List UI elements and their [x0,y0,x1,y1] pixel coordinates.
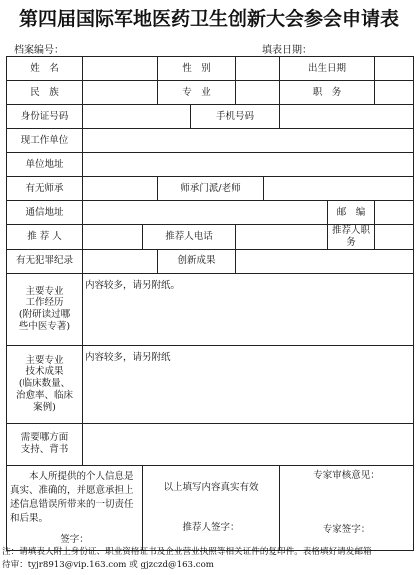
recommender-title-label: 推荐人职务 [328,225,375,250]
tech-results-label [7,345,83,423]
expert-review-label: 专家审核意见： [313,469,380,481]
row-support-needed [7,423,414,465]
current-unit-label: 现工作单位 [7,129,83,153]
footnote-line-1: 注：请填表人附上身份证、职业资格证书及企业营业执照等相关证件的复印件。表格填好请发邮箱 [2,547,372,557]
row-tech-results [7,345,414,423]
expert-review-cell [280,465,414,550]
recommender-sign-label: 推荐人签字： [182,521,240,533]
tech-results-label-line: 治愈率、临床 [15,390,73,402]
id-number-label: 身份证号码 [7,105,83,129]
row-declaration [7,465,414,550]
recommender-title-field[interactable] [375,225,414,250]
name-field[interactable] [83,57,158,81]
recommender-phone-field[interactable] [236,225,328,250]
work-history-label-line: 主要专业 [25,285,64,297]
mailing-address-field[interactable] [83,201,328,225]
inheritance-label: 有无师承 [7,177,83,201]
archive-number-label: 档案编号： [14,45,64,56]
inheritance-field[interactable] [83,177,158,201]
support-needed-label-line: 支持、背书 [20,444,69,456]
ethnicity-label: 民 族 [7,81,83,105]
specialty-label: 专 业 [158,81,236,105]
school-teacher-label: 师承门派/老师 [158,177,264,201]
row-id [7,105,414,129]
gender-field[interactable] [236,57,280,81]
phone-label: 手机号码 [191,105,280,129]
row-work-history [7,273,414,345]
tech-results-field[interactable] [83,345,414,423]
support-needed-label-line: 需要哪方面 [20,432,69,444]
ethnicity-field[interactable] [83,81,158,105]
expert-sign-label: 专家签字： [322,523,371,535]
school-teacher-field[interactable] [264,177,414,201]
work-history-label [7,273,83,345]
row-mailing-address [7,201,414,225]
row-recommender [7,225,414,250]
row-current-unit [7,129,414,153]
birth-date-field[interactable] [375,57,414,81]
criminal-record-field[interactable] [83,249,158,273]
tech-results-note: 内容较多，请另附纸 [85,351,171,363]
footnote [2,546,416,572]
work-history-label-line: (附研读过哪 [18,309,71,321]
innovation-results-label: 创新成果 [158,249,236,273]
position-label: 职 务 [280,81,375,105]
birth-date-label: 出生日期 [280,57,375,81]
row-unit-address [7,153,414,177]
row-inheritance [7,177,414,201]
fill-date-label: 填表日期： [262,45,312,56]
application-form-table [6,56,414,551]
postcode-label: 邮 编 [328,201,375,225]
id-number-field[interactable] [83,105,191,129]
tech-results-label-line: 主要专业 [25,354,64,366]
row-name [7,57,414,81]
current-unit-field[interactable] [83,129,414,153]
phone-field[interactable] [280,105,414,129]
self-declaration-cell [7,465,143,550]
self-declaration-text: 本人所提供的个人信息是真实、准确的，并愿意承担上述信息错误所带来的一切责任和后果。 [10,470,134,524]
work-history-label-line: 些中医专著) [18,321,71,333]
gender-label: 性 别 [158,57,236,81]
tech-results-label-line: 技术成果 [25,366,64,378]
recommender-phone-label: 推荐人电话 [143,225,236,250]
recommender-label: 推 荐 人 [7,225,83,250]
criminal-record-label: 有无犯罪纪录 [7,249,83,273]
position-field[interactable] [375,81,414,105]
tech-results-label-line: 案例) [33,402,56,414]
mailing-address-label: 通信地址 [7,201,83,225]
form-title: 第四届国际军地医药卫生创新大会参会申请表 [18,8,399,30]
truth-statement: 以上填写内容真实有效 [163,481,259,493]
postcode-field[interactable] [375,201,414,225]
work-history-note: 内容较多，请另附纸。 [85,279,181,291]
unit-address-field[interactable] [83,153,414,177]
self-sign-label: 签字： [60,533,89,545]
row-ethnicity [7,81,414,105]
tech-results-label-line: (临床数量、 [18,378,71,390]
support-needed-label [7,423,83,465]
recommender-declaration-cell [143,465,280,550]
innovation-results-field[interactable] [236,249,414,273]
recommender-field[interactable] [83,225,143,250]
specialty-field[interactable] [236,81,280,105]
support-needed-field[interactable] [83,423,414,465]
row-criminal-record [7,249,414,273]
name-label: 姓 名 [7,57,83,81]
unit-address-label: 单位地址 [7,153,83,177]
footnote-line-2: 待审：tyjr8913@vip.163.com 或 gjzczd@163.com [2,560,214,570]
work-history-field[interactable] [83,273,414,345]
work-history-label-line: 工作经历 [25,297,64,309]
